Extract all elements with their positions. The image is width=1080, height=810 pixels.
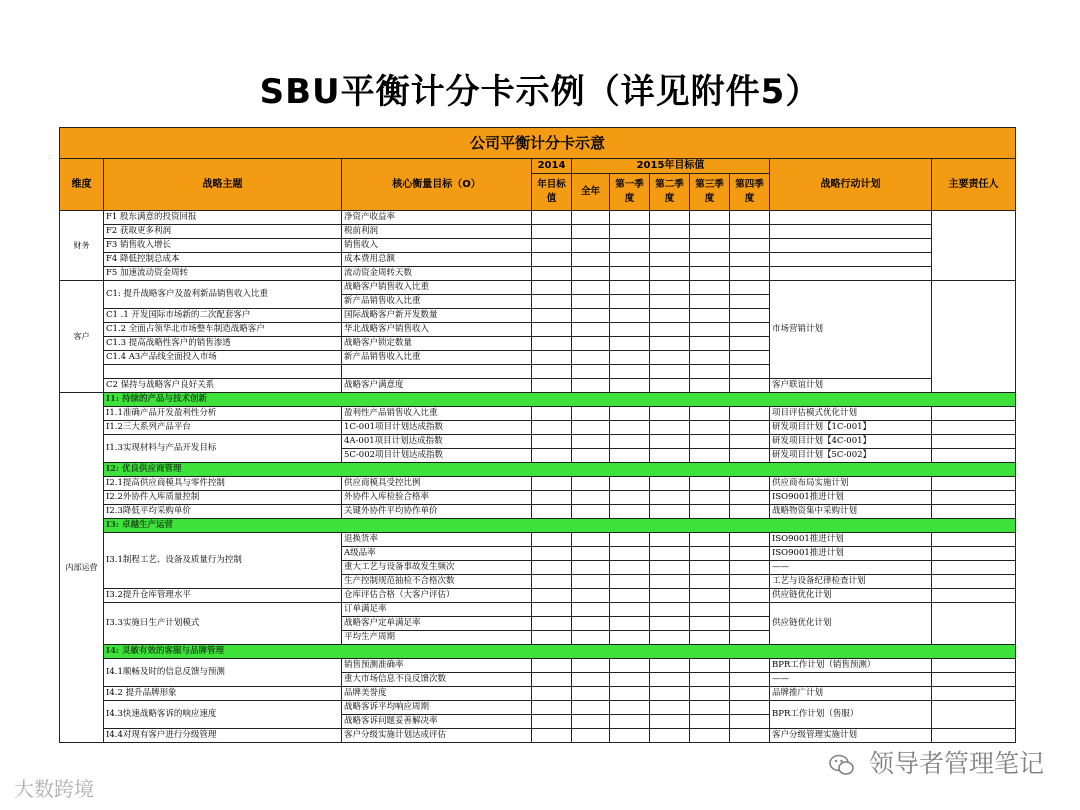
header-row-1 — [60, 159, 1016, 174]
header-base-label: 年目标值 — [532, 174, 572, 211]
theme-cell: I2.3降低平均采购单价 — [104, 505, 342, 519]
metric-cell: 战略客户销售收入比重 — [342, 281, 532, 295]
table-row — [60, 421, 1016, 435]
table-row — [60, 435, 1016, 449]
header-target-group: 2015年目标值 — [572, 159, 770, 174]
band-label: I1: 持续的产品与技术创新 — [104, 393, 1016, 407]
metric-cell: 流动资金周转天数 — [342, 267, 532, 281]
theme-cell: I4.1顺畅及时的信息反馈与预测 — [104, 659, 342, 687]
table-row — [60, 281, 1016, 295]
theme-cell: C1.2 全面占领华北市场整车制造战略客户 — [104, 323, 342, 337]
watermark-right-text: 领导者管理笔记 — [868, 749, 1044, 778]
metric-cell: 新产品销售收入比重 — [342, 351, 532, 365]
owner-cell — [932, 281, 1016, 393]
metric-cell: 销售预测准确率 — [342, 659, 532, 673]
watermark-right — [829, 744, 1044, 780]
plan-cell: 研发项目计划【4C-001】 — [770, 435, 932, 449]
theme-cell: C2 保持与战略客户良好关系 — [104, 379, 342, 393]
metric-cell: 平均生产周期 — [342, 631, 532, 645]
band-label: I3: 卓越生产运营 — [104, 519, 1016, 533]
table-row — [60, 603, 1016, 617]
table-row — [60, 729, 1016, 743]
plan-cell: 供应链优化计划 — [770, 589, 932, 603]
plan-cell: 供应商布局实施计划 — [770, 477, 932, 491]
theme-cell: I2.2外协件入库质量控制 — [104, 491, 342, 505]
metric-cell: 销售收入 — [342, 239, 532, 253]
metric-cell: 客户分级实施计划达成评估 — [342, 729, 532, 743]
metric-cell: 关键外协件平均协作单价 — [342, 505, 532, 519]
section-band — [60, 645, 1016, 659]
header-theme: 战略主题 — [104, 159, 342, 211]
theme-cell: I3.3实施日生产计划模式 — [104, 603, 342, 645]
metric-cell: 净资产收益率 — [342, 211, 532, 225]
table-row — [60, 505, 1016, 519]
theme-cell: C1.4 A3产品线全面投入市场 — [104, 351, 342, 365]
plan-cell: 研发项目计划【5C-002】 — [770, 449, 932, 463]
table-row — [60, 687, 1016, 701]
metric-cell: 华北战略客户销售收入 — [342, 323, 532, 337]
header-plan: 战略行动计划 — [770, 159, 932, 211]
metric-cell: 战略客户满意度 — [342, 379, 532, 393]
metric-cell: 4A-001项目计划达成指数 — [342, 435, 532, 449]
table-row — [60, 379, 1016, 393]
table-row — [60, 267, 1016, 281]
theme-cell: C1.3 提高战略性客户的销售渗透 — [104, 337, 342, 351]
table-row — [60, 589, 1016, 603]
metric-cell: 生产控制规范抽检不合格次数 — [342, 575, 532, 589]
header-q2: 第二季度 — [650, 174, 690, 211]
metric-cell: 供应商模具受控比例 — [342, 477, 532, 491]
dim-internal: 内部运营 — [60, 393, 104, 743]
metric-cell: 退换货率 — [342, 533, 532, 547]
plan-cell: —— — [770, 673, 932, 687]
section-band — [60, 463, 1016, 477]
plan-cell: 供应链优化计划 — [770, 603, 932, 645]
theme-cell: I4.3快速战略客诉的响应速度 — [104, 701, 342, 729]
metric-cell: 外协件入库检验合格率 — [342, 491, 532, 505]
theme-cell: F4 降低控制总成本 — [104, 253, 342, 267]
watermark-left-text: 大数跨境 — [14, 777, 94, 801]
theme-cell: I4.2 提升品牌形象 — [104, 687, 342, 701]
metric-cell: 订单满足率 — [342, 603, 532, 617]
theme-cell: F2 获取更多利润 — [104, 225, 342, 239]
section-band — [60, 519, 1016, 533]
table-row — [60, 239, 1016, 253]
table-row — [60, 659, 1016, 673]
table-row — [60, 407, 1016, 421]
metric-cell: 税前利润 — [342, 225, 532, 239]
metric-cell: 成本费用总额 — [342, 253, 532, 267]
table-row — [60, 211, 1016, 225]
metric-cell: 重大工艺与设备事故发生频次 — [342, 561, 532, 575]
theme-cell: I1.3实现材料与产品开发目标 — [104, 435, 342, 463]
owner-cell — [932, 211, 1016, 281]
metric-cell: 战略客户定单满足率 — [342, 617, 532, 631]
metric-cell: 品牌美誉度 — [342, 687, 532, 701]
metric-cell: 盈利性产品销售收入比重 — [342, 407, 532, 421]
table-row — [60, 225, 1016, 239]
theme-cell: I2.1提高供应商模具与零件控制 — [104, 477, 342, 491]
plan-cell: —— — [770, 561, 932, 575]
header-metric: 核心衡量目标（O） — [342, 159, 532, 211]
metric-cell: 战略客诉问题妥善解决率 — [342, 715, 532, 729]
wechat-icon — [829, 754, 855, 776]
plan-cell: 客户联谊计划 — [770, 379, 932, 393]
header-base-year: 2014 — [532, 159, 572, 174]
metric-cell: 5C-002项目计划达成指数 — [342, 449, 532, 463]
metric-cell: 新产品销售收入比重 — [342, 295, 532, 309]
theme-cell: F5 加速流动资金周转 — [104, 267, 342, 281]
plan-cell: BPR工作计划（售服） — [770, 701, 932, 729]
plan-cell: ISO9001推进计划 — [770, 533, 932, 547]
header-q1: 第一季度 — [610, 174, 650, 211]
plan-cell: ISO9001推进计划 — [770, 547, 932, 561]
metric-cell: A级品率 — [342, 547, 532, 561]
table-caption: 公司平衡计分卡示意 — [60, 128, 1016, 159]
metric-cell: 1C-001项目计划达成指数 — [342, 421, 532, 435]
plan-cell: 客户分级管理实施计划 — [770, 729, 932, 743]
dim-customer: 客户 — [60, 281, 104, 393]
metric-cell: 仓库评估合格（大客户评估） — [342, 589, 532, 603]
dim-finance: 财务 — [60, 211, 104, 281]
theme-cell: I1.1准确产品开发盈利性分析 — [104, 407, 342, 421]
metric-cell: 国际战略客户新开发数量 — [342, 309, 532, 323]
header-owner: 主要责任人 — [932, 159, 1016, 211]
plan-cell: 研发项目计划【1C-001】 — [770, 421, 932, 435]
theme-cell: I3.2提升仓库管理水平 — [104, 589, 342, 603]
table-row — [60, 701, 1016, 715]
theme-cell: I1.2三大系列产品平台 — [104, 421, 342, 435]
band-label: I2: 优良供应商管理 — [104, 463, 1016, 477]
table-caption-row — [60, 128, 1016, 159]
metric-cell: 战略客诉平均响应周期 — [342, 701, 532, 715]
band-label: I4: 灵敏有效的客服与品牌管理 — [104, 645, 1016, 659]
slide-title: SBU平衡计分卡示例（详见附件5） — [259, 72, 821, 112]
plan-cell: 战略物资集中采购计划 — [770, 505, 932, 519]
theme-cell: C1: 提升战略客户及盈利新品销售收入比重 — [104, 281, 342, 309]
table-row — [60, 491, 1016, 505]
plan-cell: BPR工作计划（销售预测） — [770, 659, 932, 673]
header-full-year: 全年 — [572, 174, 610, 211]
table-row — [60, 253, 1016, 267]
balanced-scorecard-table — [59, 127, 1015, 743]
metric-cell: 战略客户锁定数量 — [342, 337, 532, 351]
theme-cell: C1 .1 开发国际市场新的二次配套客户 — [104, 309, 342, 323]
theme-cell: I4.4对现有客户进行分级管理 — [104, 729, 342, 743]
plan-cell: 项目评估模式优化计划 — [770, 407, 932, 421]
theme-cell: I3.1制程工艺、设备及质量行为控制 — [104, 533, 342, 589]
watermark-left — [14, 773, 94, 802]
theme-cell: F3 销售收入增长 — [104, 239, 342, 253]
plan-cell: ISO9001推进计划 — [770, 491, 932, 505]
plan-cell: 品牌推广计划 — [770, 687, 932, 701]
metric-cell: 重大市场信息不良反馈次数 — [342, 673, 532, 687]
header-q4: 第四季度 — [730, 174, 770, 211]
theme-cell: F1 股东满意的投资回报 — [104, 211, 342, 225]
plan-cell: 市场营销计划 — [770, 281, 932, 379]
header-q3: 第三季度 — [690, 174, 730, 211]
header-dim: 维度 — [60, 159, 104, 211]
table-row — [60, 533, 1016, 547]
section-band — [60, 393, 1016, 407]
plan-cell: 工艺与设备纪律检查计划 — [770, 575, 932, 589]
table-row — [60, 477, 1016, 491]
